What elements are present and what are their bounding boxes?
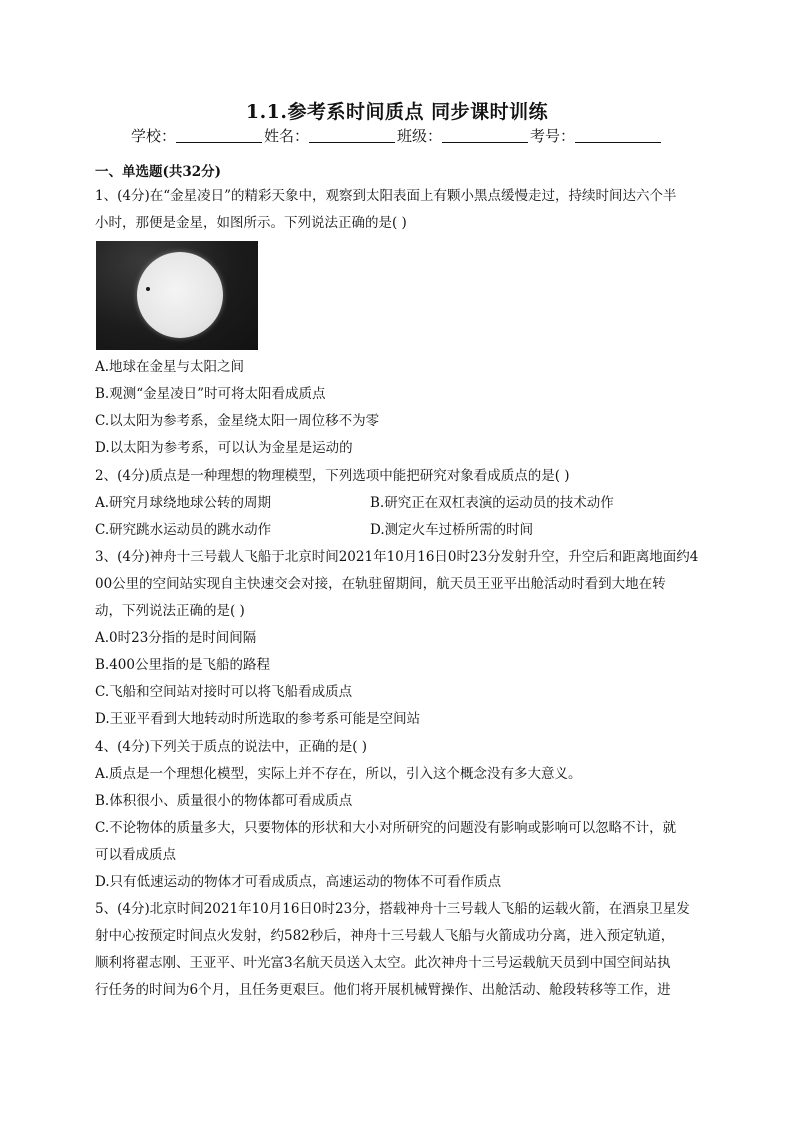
number-field[interactable] bbox=[575, 128, 661, 143]
question-5 bbox=[95, 896, 705, 1004]
question-4-option-a[interactable]: A.质点是一个理想化模型，实际上并不存在，所以，引入这个概念没有多大意义。 bbox=[95, 765, 582, 782]
page-title: 1.1.参考系时间质点 同步课时训练 bbox=[245, 101, 549, 123]
question-4-option-c-line-2[interactable]: 可以看成质点 bbox=[95, 846, 176, 863]
exam-content bbox=[95, 161, 705, 1004]
question-5-text-line-2: 射中心按预定时间点火发射，约582秒后，神舟十三号载人飞船与火箭成功分离，进入预定轨道， bbox=[95, 928, 675, 945]
question-2 bbox=[95, 463, 705, 544]
question-3-text-line-2: 00公里的空间站实现自主快速交会对接，在轨驻留期间，航天员王亚平出舱活动时看到大地在转 bbox=[95, 575, 666, 592]
question-5-text-line-1: 5、(4分)北京时间2021年10月16日0时23分，搭载神舟十三号载人飞船的运载火箭，在酒泉卫星发 bbox=[95, 901, 690, 918]
class-field[interactable] bbox=[442, 128, 528, 143]
question-2-options-row-2 bbox=[95, 517, 705, 544]
question-2-option-b[interactable]: B.研究正在双杠表演的运动员的技术动作 bbox=[370, 494, 614, 511]
question-2-text-line-1: 2、(4分)质点是一种理想的物理模型，下列选项中能把研究对象看成质点的是( ) bbox=[95, 467, 570, 484]
question-5-text-line-3: 顺利将翟志刚、王亚平、叶光富3名航天员送入太空。此次神舟十三号运载航天员到中国空间站执 bbox=[95, 955, 671, 972]
question-1 bbox=[95, 183, 705, 463]
name-field[interactable] bbox=[309, 128, 395, 143]
question-3-option-a[interactable]: A.0时23分指的是时间间隔 bbox=[95, 630, 257, 647]
question-1-option-b[interactable]: B.观测“金星凌日”时可将太阳看成质点 bbox=[95, 386, 326, 403]
question-1-option-a[interactable]: A.地球在金星与太阳之间 bbox=[95, 359, 245, 376]
question-4-option-c-line-1[interactable]: C.不论物体的质量多大，只要物体的形状和大小对所研究的问题没有影响或影响可以忽略不计，就 bbox=[95, 819, 677, 836]
question-4-option-b[interactable]: B.体积很小、质量很小的物体都可看成质点 bbox=[95, 792, 353, 809]
question-1-option-c[interactable]: C.以太阳为参考系，金星绕太阳一周位移不为零 bbox=[95, 413, 380, 430]
question-3-text-line-3: 动，下列说法正确的是( ) bbox=[95, 603, 245, 620]
question-2-option-a[interactable]: A.研究月球绕地球公转的周期 bbox=[95, 494, 272, 511]
question-4-text-line-1: 4、(4分)下列关于质点的说法中，正确的是( ) bbox=[95, 738, 368, 755]
question-5-text-line-4: 行任务的时间为6个月，且任务更艰巨。他们将开展机械臂操作、出舱活动、舱段转移等工作，进 bbox=[95, 982, 671, 999]
venus-transit-photo bbox=[96, 241, 258, 350]
number-label: 考号： bbox=[530, 127, 576, 145]
question-1-option-d[interactable]: D.以太阳为参考系，可以认为金星是运动的 bbox=[95, 440, 353, 457]
school-field[interactable] bbox=[176, 128, 262, 143]
question-3-option-b[interactable]: B.400公里指的是飞船的路程 bbox=[95, 657, 270, 674]
venus-dot bbox=[146, 287, 150, 291]
question-1-text-line-1: 1、(4分)在“金星凌日”的精彩天象中，观察到太阳表面上有颗小黑点缓慢走过，持续时间达六个半 bbox=[95, 188, 677, 204]
section-heading: 一、单选题(共32分) bbox=[95, 164, 222, 180]
question-2-options-row-1 bbox=[95, 490, 705, 517]
question-3-option-d[interactable]: D.王亚平看到大地转动时所选取的参考系可能是空间站 bbox=[95, 711, 421, 728]
question-2-option-d[interactable]: D.测定火车过桥所需的时间 bbox=[370, 521, 534, 538]
question-4-option-d[interactable]: D.只有低速运动的物体才可看成质点，高速运动的物体不可看作质点 bbox=[95, 873, 502, 890]
name-label: 姓名： bbox=[263, 127, 309, 145]
question-3 bbox=[95, 544, 705, 734]
question-2-option-c[interactable]: C.研究跳水运动员的跳水动作 bbox=[95, 521, 272, 538]
question-4 bbox=[95, 734, 705, 897]
student-info-row bbox=[0, 125, 794, 146]
question-3-option-c[interactable]: C.飞船和空间站对接时可以将飞船看成质点 bbox=[95, 684, 353, 701]
sun-disc bbox=[137, 252, 223, 338]
question-1-text-line-2: 小时，那便是金星，如图所示。下列说法正确的是( ) bbox=[95, 215, 407, 232]
school-label: 学校： bbox=[130, 127, 176, 145]
question-3-text-line-1: 3、(4分)神舟十三号载人飞船于北京时间2021年10月16日0时23分发射升空，升空后和距离地面约4 bbox=[95, 548, 699, 565]
class-label: 班级： bbox=[397, 127, 443, 145]
